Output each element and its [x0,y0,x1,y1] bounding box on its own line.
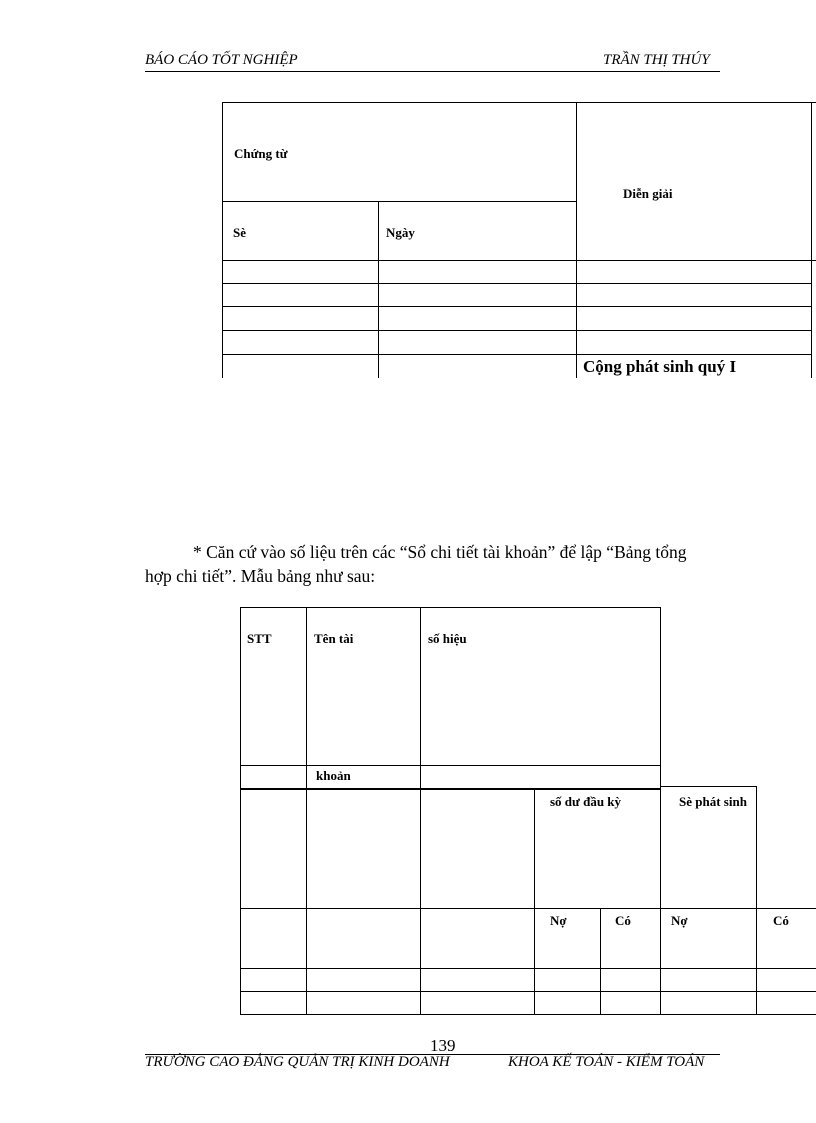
cell-blank [306,908,421,969]
label-so: Sè [233,225,246,240]
cell-blank [240,908,307,969]
table-row [306,968,421,992]
label-no-1: Nợ [550,913,567,928]
label-so-phat-sinh: Sè phát sinh [679,794,747,809]
label-dien-giai: Diễn giải [623,186,673,201]
label-so-du-dau-ky: số dư đầu kỳ [550,794,622,809]
label-so-hieu: số hiệu [428,631,467,646]
label-chung-tu: Chứng từ [234,146,288,161]
table-row [756,991,816,1015]
cell-no-1 [534,908,601,969]
cell-blank [240,789,307,909]
table-row [240,968,307,992]
label-no-2: Nợ [671,913,688,928]
header-left: BÁO CÁO TỐT NGHIỆP [145,52,298,68]
paragraph-line-2: hợp chi tiết”. Mẫu bảng như sau: [145,566,376,586]
label-stt: STT [247,631,272,646]
table-row [660,991,757,1015]
label-ngay: Ngày [386,225,415,240]
table-row [240,991,307,1015]
cell-blank [420,789,535,909]
table-row [420,968,535,992]
cell-blank [420,908,535,969]
footer-left: TRƯỜNG CAO ĐẲNG QUẢN TRỊ KINH DOANH [145,1054,450,1070]
table-row [660,968,757,992]
label-khoan: khoản [316,768,351,783]
label-total-row: Cộng phát sinh quý I [583,357,737,376]
cell-so-hieu-b [420,765,661,789]
footer-right: KHOA KẾ TOÁN - KIỂM TOÁN [508,1054,705,1070]
paragraph-line-1: * Căn cứ vào số liệu trên các “Sổ chi tiết tài khoản” để lập “Bảng tổng [193,542,687,562]
table-row [534,991,601,1015]
table-row [756,968,816,992]
table-row [306,991,421,1015]
label-co-1: Có [615,913,631,928]
page-number: 139 [430,1036,456,1055]
table-row [600,991,661,1015]
cell-stt-b [240,765,307,789]
table-row [600,968,661,992]
table-row [420,991,535,1015]
label-co-2: Có [773,913,789,928]
header-right: TRẦN THỊ THÚY [603,52,710,68]
label-ten-tai: Tên tài [314,631,354,646]
table-row [534,968,601,992]
cell-blank [306,789,421,909]
